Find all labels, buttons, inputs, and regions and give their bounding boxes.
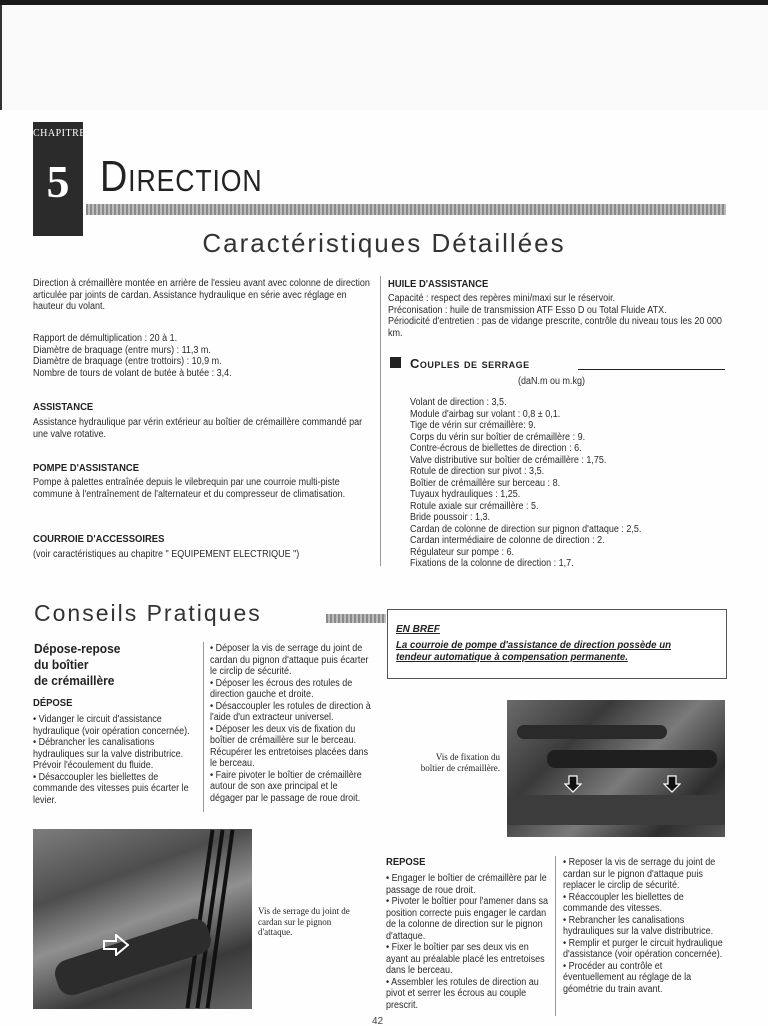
title-line: Dépose-repose <box>34 641 121 656</box>
pompe-text: Pompe à palettes entraînée depuis le vilebrequin par une courroie multi-piste commune à l'entraînement de l'alternateur et du compresseur de climatisation. <box>33 477 346 500</box>
step-item: • Réaccoupler les biellettes de commande des vitesses. <box>563 891 684 914</box>
title-line: de crémaillère <box>34 673 115 688</box>
photo2-caption: Vis de serrage du joint de cardan sur le pignon d'attaque. <box>258 906 350 937</box>
rapport-line: Nombre de tours de volant de butée à butée : 3,4. <box>33 367 232 379</box>
couple-line: Rotule axiale sur crémaillère : 5. <box>410 500 539 512</box>
column-divider <box>555 856 556 1016</box>
couple-line: Contre-écrous de biellettes de direction : 6. <box>410 443 582 454</box>
depose-col2 <box>210 643 372 804</box>
photo1-caption: Vis de fixation du boîtier de crémaillère. <box>420 752 500 773</box>
caracteristiques-heading: Caractéristiques Détaillées <box>202 228 566 258</box>
step-item: • Déposer la vis de serrage du joint de cardan du pignon d'attaque puis écarter le circlip de sécurité. <box>210 643 369 677</box>
couple-line: Corps du vérin sur boîtier de crémaillère : 9. <box>410 431 586 443</box>
courroie-title: COURROIE D'ACCESSOIRES <box>33 533 165 545</box>
step-item: • Engager le boîtier de crémaillère par le passage de roue droit. <box>386 873 547 896</box>
step-item: • Remplir et purger le circuit hydraulique d'assistance (voir opération concernée). <box>563 937 723 960</box>
rack-mount-photo <box>507 700 725 837</box>
step-item: • Pivoter le boîtier pour l'amener dans sa position correcte puis engager le cardan de la colonne de direction sur le pignon d'attaque. <box>386 896 548 942</box>
en-bref-title: EN BREF <box>396 624 440 635</box>
down-arrow-icon <box>564 775 582 793</box>
step-item: • Vidanger le circuit d'assistance hydraulique (voir opération concernée). <box>33 714 190 737</box>
title-rule <box>86 204 726 215</box>
huile-list <box>388 293 726 339</box>
step-item: • Rebrancher les canalisations hydrauliques sur la valve distributrice. <box>563 914 714 937</box>
couples-rule <box>578 369 725 370</box>
couple-line: Régulateur sur pompe : 6. <box>410 546 515 558</box>
scan-top-edge <box>0 0 768 5</box>
chapter-title: Direction <box>100 152 263 201</box>
column-divider <box>380 276 381 566</box>
section-square-icon <box>390 357 401 368</box>
couple-line: Fixations de la colonne de direction : 1,7. <box>410 558 574 569</box>
couple-line: Cardan intermédiaire de colonne de direction : 2. <box>410 535 605 546</box>
rapport-line: Diamètre de braquage (entre murs) : 11,3 m. <box>33 344 211 356</box>
scan-left-edge <box>0 5 2 110</box>
couples-list <box>410 397 725 570</box>
couple-line: Volant de direction : 3,5. <box>410 397 507 408</box>
scan-top-band <box>0 0 768 110</box>
chapter-label: CHAPITRE <box>33 128 86 139</box>
step-item: • Déposer les écrous des rotules de direction gauche et droite. <box>210 677 353 700</box>
right-arrow-icon <box>103 934 129 956</box>
step-item: • Déposer les deux vis de fixation du boîtier de crémaillère sur le berceau. Récupérer les entretoises placées dans le berceau. <box>210 723 369 769</box>
down-arrow-icon <box>663 775 681 793</box>
step-item: • Reposer la vis de serrage du joint de cardan sur le pignon d'attaque puis replacer le circlip de sécurité. <box>563 857 716 891</box>
depose-repose-title <box>34 641 120 689</box>
page-number: 42 <box>372 1016 384 1027</box>
photo-pipe <box>547 750 717 768</box>
depose-col1 <box>33 714 195 806</box>
couples-unit: (daN.m ou m.kg) <box>518 376 586 387</box>
step-item: • Fixer le boîtier par ses deux vis en ayant au préalable placé les entretoises dans le berceau. <box>386 942 545 976</box>
couple-line: Tige de vérin sur crémaillère: 9. <box>410 420 536 431</box>
photo-pipe <box>517 725 667 739</box>
conseils-rule <box>326 614 386 623</box>
column-divider <box>203 642 204 812</box>
huile-line: Préconisation : huile de transmission ATF Esso D ou Total Fluide ATX. <box>388 304 667 316</box>
couple-line: Module d'airbag sur volant : 0,8 ± 0,1. <box>410 408 561 420</box>
depose-subtitle: DÉPOSE <box>33 697 73 709</box>
pompe-title: POMPE D'ASSISTANCE <box>33 462 140 474</box>
chapter-number: 5 <box>46 156 70 207</box>
huile-line: Périodicité d'entretien : pas de vidange prescrite, contrôle du niveau tous les 20 000 km. <box>388 316 722 339</box>
couple-line: Valve distributive sur boîtier de crémaillère : 1,75. <box>410 454 607 466</box>
repose-col2 <box>563 857 725 995</box>
cardan-joint-photo <box>33 829 252 1009</box>
assistance-text: Assistance hydraulique par vérin extérieur au boîtier de crémaillère commandé par une valve rotative. <box>33 417 363 440</box>
step-item: • Assembler les rotules de direction au pivot et serrer les écrous au couple prescrit. <box>386 976 539 1011</box>
en-bref-box <box>387 609 727 679</box>
conseils-heading: Conseils Pratiques <box>34 600 262 626</box>
step-item: • Débrancher les canalisations hydrauliques sur la valve distributrice. Prévoir l'écoulement du fluide. <box>33 737 184 771</box>
assistance-title: ASSISTANCE <box>33 401 94 413</box>
chapter-badge <box>33 122 86 236</box>
step-item: • Désaccoupler les rotules de direction à l'aide d'un extracteur universel. <box>210 700 371 723</box>
rapport-line: Rapport de démultiplication : 20 à 1. <box>33 333 178 344</box>
huile-line: Capacité : respect des repères mini/maxi sur le réservoir. <box>388 293 616 304</box>
repose-title: REPOSE <box>386 856 426 868</box>
couple-line: Bride poussoir : 1,3. <box>410 512 491 523</box>
rapport-line: Diamètre de braquage (entre trottoirs) : 10,9 m. <box>33 356 222 367</box>
repose-col1 <box>386 873 550 1011</box>
rapports-list <box>33 333 373 379</box>
couple-line: Rotule de direction sur pivot : 3,5. <box>410 466 545 477</box>
couple-line: Tuyaux hydrauliques : 1,25. <box>410 489 521 500</box>
huile-title: HUILE D'ASSISTANCE <box>388 278 489 290</box>
step-item: • Désaccoupler les biellettes de commande des vitesses puis écarter le levier. <box>33 771 189 806</box>
step-item: • Faire pivoter le boîtier de crémaillère autour de son axe principal et le dégager par le passage de roue droit. <box>210 769 362 804</box>
photo-rack <box>507 795 725 825</box>
intro-paragraph: Direction à crémaillère montée en arrière de l'essieu avant avec colonne de direction articulée par joints de cardan. Assistance hydraulique en série avec réglage en hauteur du volant. <box>33 278 370 312</box>
step-item: • Procéder au contrôle et éventuellement au réglage de la géométrie du train avant. <box>563 960 692 995</box>
title-line: du boîtier <box>34 657 89 672</box>
couple-line: Cardan de colonne de direction sur pignon d'attaque : 2,5. <box>410 523 642 535</box>
courroie-text: (voir caractéristiques au chapitre " EQUIPEMENT ELECTRIQUE ") <box>33 549 300 560</box>
couples-title: Couples de serrage <box>410 356 530 371</box>
couple-line: Boîtier de crémaillère sur berceau : 8. <box>410 477 561 489</box>
en-bref-text: La courroie de pompe d'assistance de direction possède un tendeur automatique à compensation permanente. <box>396 639 672 663</box>
